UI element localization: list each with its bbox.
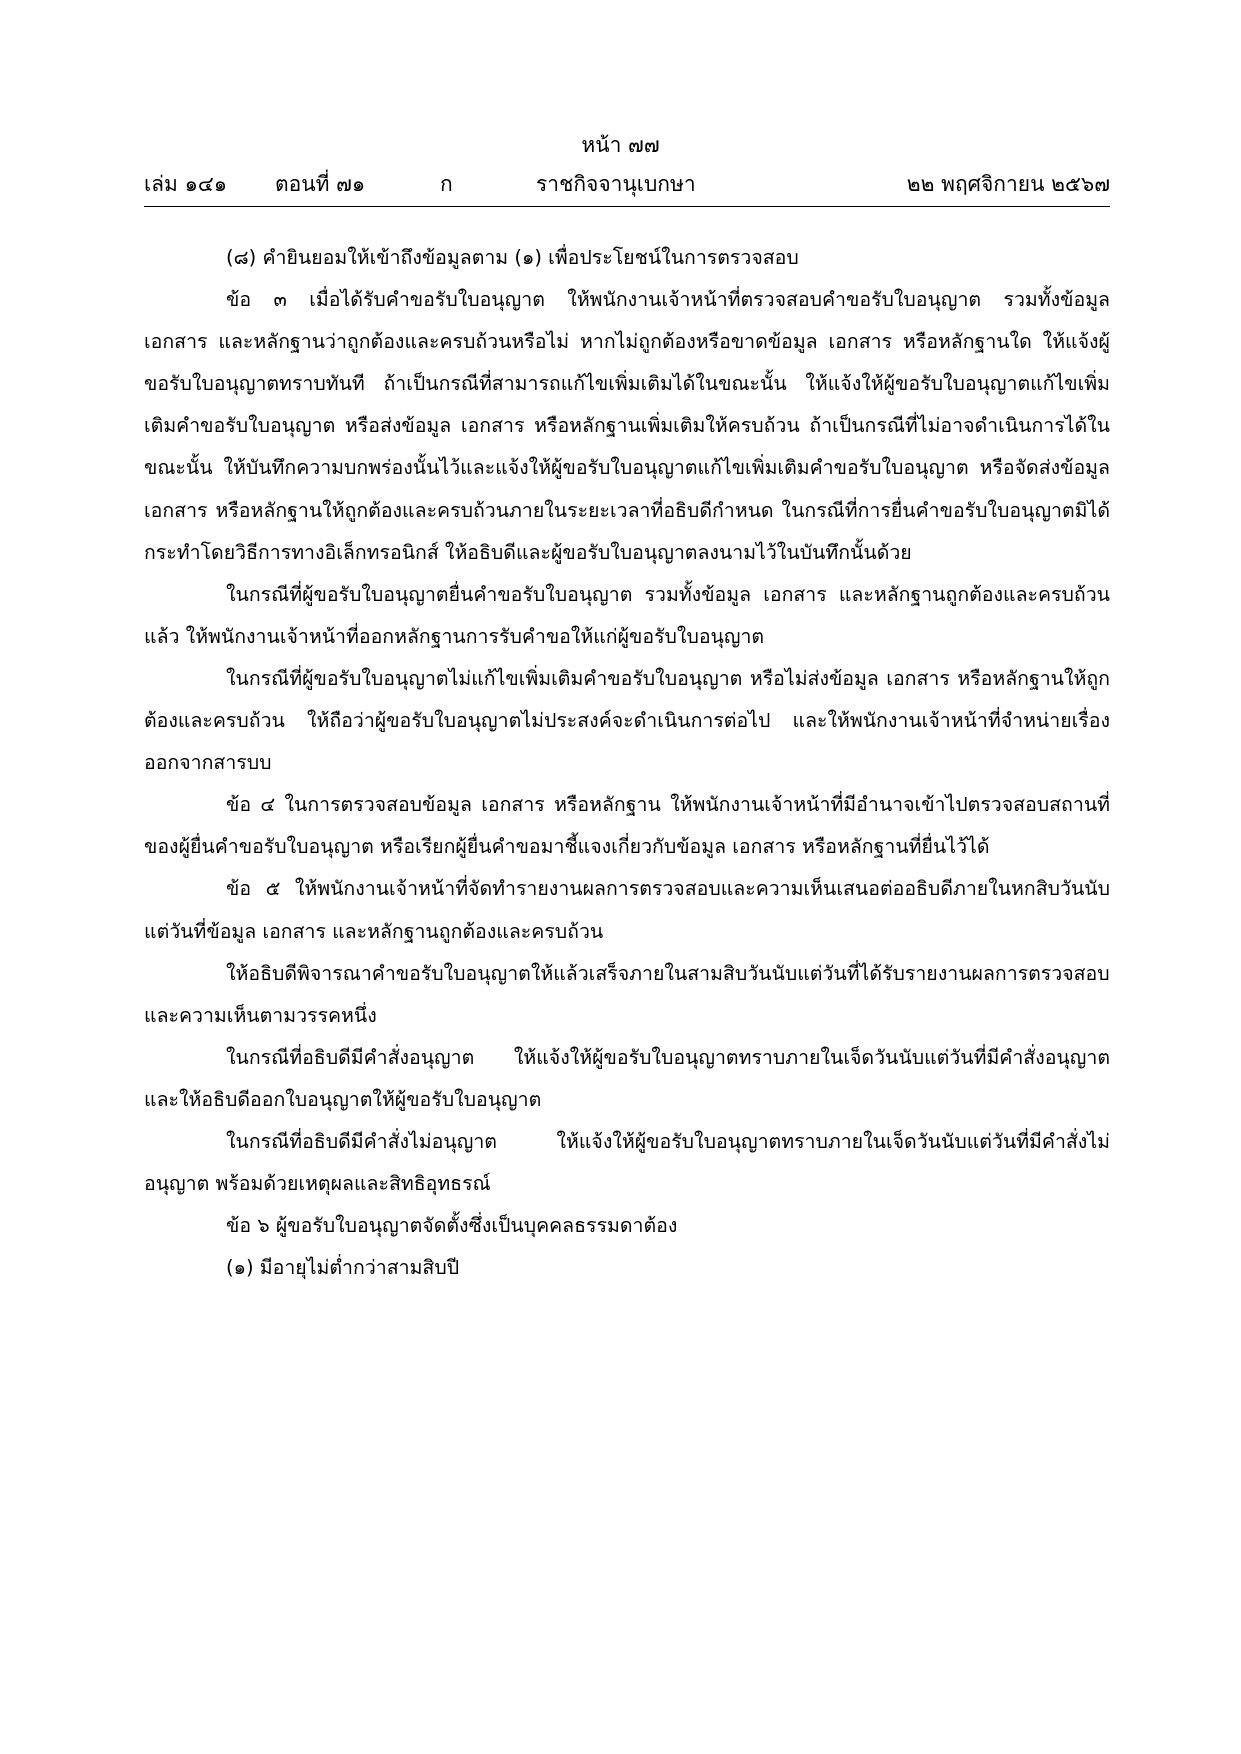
paragraph: (๑) มีอายุไม่ต่ำกว่าสามสิบปี <box>226 1256 460 1280</box>
paragraph: ในกรณีที่ผู้ขอรับใบอนุญาตไม่แก้ไขเพิ่มเติมคำขอรับใบอนุญาต หรือไม่ส่งข้อมูล เอกสาร หรือหลักฐานให้ถูกต้องและครบถ้วน ให้ถือว่าผู้ขอรับใบอนุญาตไม่ประสงค์จะดำเนินการต่อไป และให้พนักงานเจ้าหน้าที่จำหน่ายเรื่องออกจากสารบบ <box>144 666 1110 775</box>
paragraph: ข้อ ๕ ให้พนักงานเจ้าหน้าที่จัดทำรายงานผลการตรวจสอบและความเห็นเสนอต่ออธิบดีภายในหกสิบวันนับแต่วันที่ข้อมูล เอกสาร และหลักฐานถูกต้องและครบถ้วน <box>144 877 1110 943</box>
issue-number: ตอนที่ ๗๑ <box>275 172 366 196</box>
paragraph: (๘) คำยินยอมให้เข้าถึงข้อมูลตาม (๑) เพื่อประโยชน์ในการตรวจสอบ <box>226 246 799 269</box>
header-rule <box>144 206 1110 207</box>
paragraph: ในกรณีที่ผู้ขอรับใบอนุญาตยื่นคำขอรับใบอนุญาต รวมทั้งข้อมูล เอกสาร และหลักฐานถูกต้องและครบถ้วนแล้ว ให้พนักงานเจ้าหน้าที่ออกหลักฐานการรับคำขอให้แก่ผู้ขอรับใบอนุญาต <box>144 582 1110 648</box>
paragraph: ข้อ ๓ เมื่อได้รับคำขอรับใบอนุญาต ให้พนักงานเจ้าหน้าที่ตรวจสอบคำขอรับใบอนุญาต รวมทั้งข้อมูล เอกสาร และหลักฐานว่าถูกต้องและครบถ้วนหรือไม่ หากไม่ถูกต้องหรือขาดข้อมูล เอกสาร หรือหลักฐานใด ให้แจ้งผู้ขอรับใบอนุญาตทราบทันที ถ้าเป็นกรณีที่สามารถแก้ไขเพิ่มเติมได้ในขณะนั้น ให้แจ้งให้ผู้ขอรับใบอนุญาตแก้ไขเพิ่มเติมคำขอรับใบอนุญาต หรือส่งข้อมูล เอกสาร หรือหลักฐานเพิ่มเติมให้ครบถ้วน ถ้าเป็นกรณีที่ไม่อาจดำเนินการได้ในขณะนั้น ให้บันทึกความบกพร่องนั้นไว้และแจ้งให้ผู้ขอรับใบอนุญาตแก้ไขเพิ่มเติมคำขอรับใบอนุญาต หรือจัดส่งข้อมูล เอกสาร หรือหลักฐานให้ถูกต้องและครบถ้วนภายในระยะเวลาที่อธิบดีกำหนด ในกรณีที่การยื่นคำขอรับใบอนุญาตมิได้กระทำโดยวิธีการทางอิเล็กทรอนิกส์ ให้อธิบดีและผู้ขอรับใบอนุญาตลงนามไว้ในบันทึกนั้นด้วย <box>144 288 1110 564</box>
volume-number: เล่ม ๑๔๑ <box>144 172 228 196</box>
paragraph: ในกรณีที่อธิบดีมีคำสั่งอนุญาต ให้แจ้งให้ผู้ขอรับใบอนุญาตทราบภายในเจ็ดวันนับแต่วันที่มีคำสั่งอนุญาต และให้อธิบดีออกใบอนุญาตให้ผู้ขอรับใบอนุญาต <box>144 1045 1110 1111</box>
paragraph: ข้อ ๔ ในการตรวจสอบข้อมูล เอกสาร หรือหลักฐาน ให้พนักงานเจ้าหน้าที่มีอำนาจเข้าไปตรวจสอบสถานที่ของผู้ยื่นคำขอรับใบอนุญาต หรือเรียกผู้ยื่นคำขอมาชี้แจงเกี่ยวกับข้อมูล เอกสาร หรือหลักฐานที่ยื่นไว้ได้ <box>144 793 1110 859</box>
document-body <box>144 237 1110 1289</box>
page-number: หน้า ๗๗ <box>581 133 660 157</box>
publication-date: ๒๒ พฤศจิกายน ๒๕๖๗ <box>906 172 1110 196</box>
issue-section: ก <box>440 172 453 196</box>
paragraph: ให้อธิบดีพิจารณาคำขอรับใบอนุญาตให้แล้วเสร็จภายในสามสิบวันนับแต่วันที่ได้รับรายงานผลการตรวจสอบและความเห็นตามวรรคหนึ่ง <box>144 961 1110 1027</box>
publication-title: ราชกิจจานุเบกษา <box>536 172 696 196</box>
paragraph: ในกรณีที่อธิบดีมีคำสั่งไม่อนุญาต ให้แจ้งให้ผู้ขอรับใบอนุญาตทราบภายในเจ็ดวันนับแต่วันที่มีคำสั่งไม่อนุญาต พร้อมด้วยเหตุผลและสิทธิอุทธรณ์ <box>144 1129 1110 1196</box>
paragraph: ข้อ ๖ ผู้ขอรับใบอนุญาตจัดตั้งซึ่งเป็นบุคคลธรรมดาต้อง <box>226 1214 678 1238</box>
